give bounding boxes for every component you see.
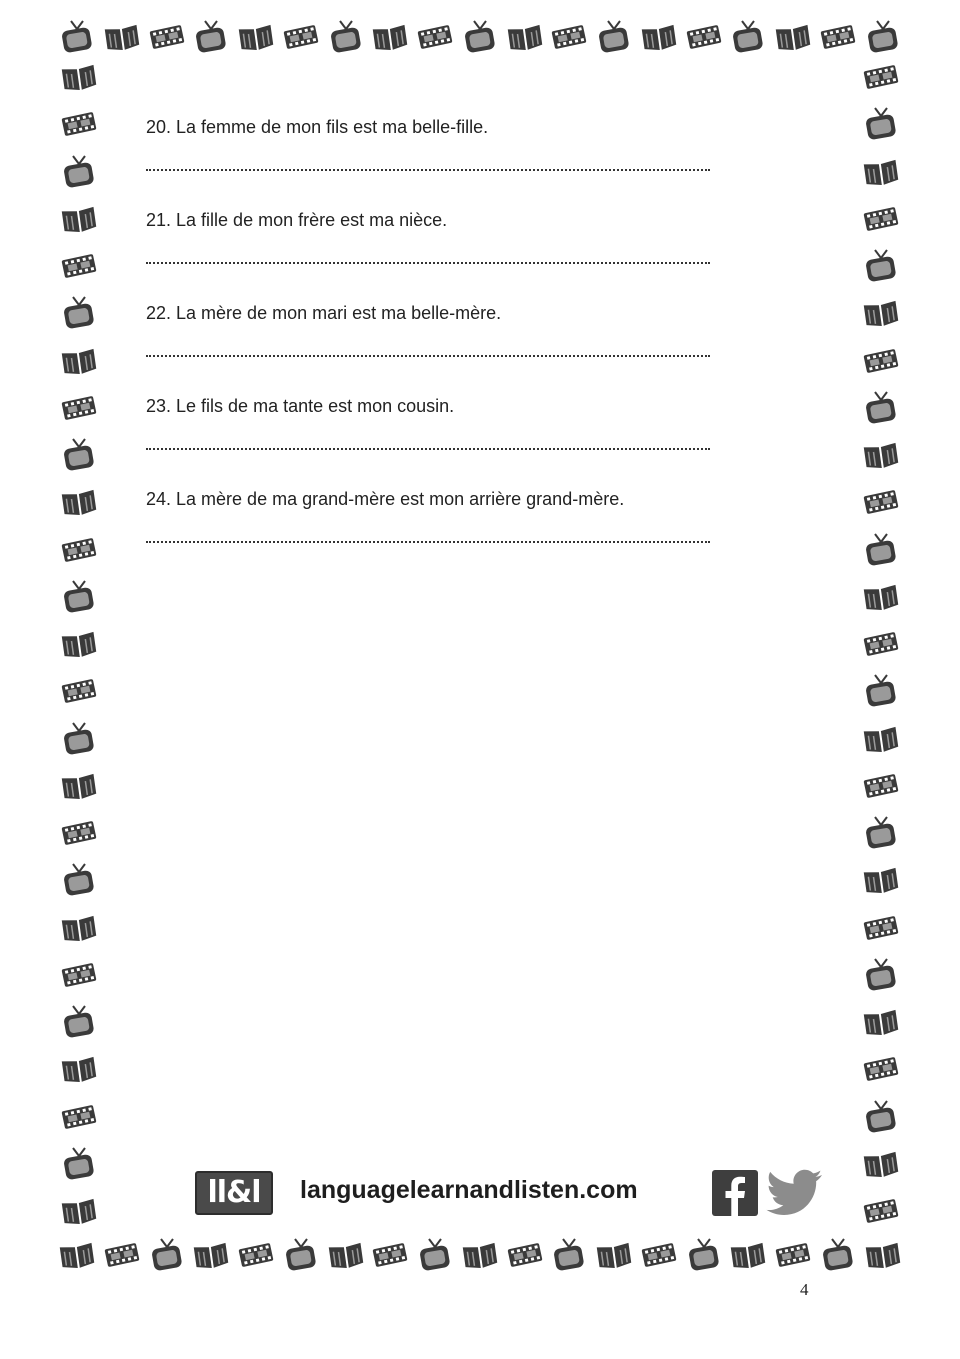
film-icon xyxy=(862,625,900,663)
film-icon xyxy=(60,672,98,710)
border-left xyxy=(56,58,102,1230)
question-text: 22. La mère de mon mari est ma belle-mère. xyxy=(146,303,502,323)
tv-icon xyxy=(282,1236,320,1274)
book-icon xyxy=(640,18,678,56)
film-icon xyxy=(103,1236,141,1274)
tv-icon xyxy=(862,247,900,285)
book-icon xyxy=(371,18,409,56)
tv-icon xyxy=(327,18,365,56)
tv-icon xyxy=(819,1236,857,1274)
book-icon xyxy=(862,153,900,191)
film-icon xyxy=(862,200,900,238)
book-icon xyxy=(862,294,900,332)
book-icon xyxy=(862,1003,900,1041)
book-icon xyxy=(729,1236,767,1274)
footer xyxy=(0,1164,960,1224)
book-icon xyxy=(192,1236,230,1274)
film-icon xyxy=(371,1236,409,1274)
film-icon xyxy=(60,247,98,285)
book-icon xyxy=(774,18,812,56)
book-icon xyxy=(595,1236,633,1274)
film-icon xyxy=(640,1236,678,1274)
tv-icon xyxy=(862,531,900,569)
question-text: 23. Le fils de ma tante est mon cousin. xyxy=(146,396,455,416)
film-icon xyxy=(416,18,454,56)
tv-icon xyxy=(60,861,98,899)
film-icon xyxy=(550,18,588,56)
tv-icon xyxy=(60,153,98,191)
film-icon xyxy=(60,814,98,852)
book-icon xyxy=(60,200,98,238)
film-icon xyxy=(282,18,320,56)
tv-icon xyxy=(60,720,98,758)
book-icon xyxy=(60,58,98,96)
book-icon xyxy=(862,578,900,616)
question-text: 24. La mère de ma grand-mère est mon arrière grand-mère. xyxy=(146,489,625,509)
film-icon xyxy=(774,1236,812,1274)
tv-icon xyxy=(862,389,900,427)
film-icon xyxy=(60,531,98,569)
film-icon xyxy=(60,956,98,994)
film-icon xyxy=(506,1236,544,1274)
book-icon xyxy=(864,1236,902,1274)
tv-icon xyxy=(60,436,98,474)
tv-icon xyxy=(595,18,633,56)
answer-line[interactable] xyxy=(146,355,710,357)
film-icon xyxy=(60,389,98,427)
film-icon xyxy=(819,18,857,56)
book-icon xyxy=(103,18,141,56)
answer-line[interactable] xyxy=(146,262,710,264)
book-icon xyxy=(58,1236,96,1274)
tv-icon xyxy=(862,814,900,852)
exercise-item-21 xyxy=(146,209,712,264)
answer-line[interactable] xyxy=(146,169,710,171)
film-icon xyxy=(862,58,900,96)
tv-icon xyxy=(461,18,499,56)
book-icon xyxy=(60,1050,98,1088)
site-logo: ll&l xyxy=(195,1171,273,1215)
tv-icon xyxy=(864,18,902,56)
border-right xyxy=(858,58,904,1230)
film-icon xyxy=(862,909,900,947)
tv-icon xyxy=(192,18,230,56)
tv-icon xyxy=(60,294,98,332)
answer-line[interactable] xyxy=(146,541,710,543)
tv-icon xyxy=(862,105,900,143)
book-icon xyxy=(60,767,98,805)
film-icon xyxy=(862,1050,900,1088)
book-icon xyxy=(862,436,900,474)
book-icon xyxy=(327,1236,365,1274)
exercise-item-20 xyxy=(146,116,712,171)
book-icon xyxy=(237,18,275,56)
book-icon xyxy=(60,342,98,380)
exercise-item-23 xyxy=(146,395,712,450)
film-icon xyxy=(148,18,186,56)
book-icon xyxy=(506,18,544,56)
exercise-item-22 xyxy=(146,302,712,357)
tv-icon xyxy=(729,18,767,56)
tv-icon xyxy=(685,1236,723,1274)
tv-icon xyxy=(862,672,900,710)
film-icon xyxy=(237,1236,275,1274)
book-icon xyxy=(461,1236,499,1274)
tv-icon xyxy=(148,1236,186,1274)
question-text: 21. La fille de mon frère est ma nièce. xyxy=(146,210,448,230)
book-icon xyxy=(862,861,900,899)
film-icon xyxy=(685,18,723,56)
tv-icon xyxy=(58,18,96,56)
border-top xyxy=(58,14,902,60)
tv-icon xyxy=(60,1003,98,1041)
book-icon xyxy=(60,909,98,947)
book-icon xyxy=(60,483,98,521)
film-icon xyxy=(60,1098,98,1136)
film-icon xyxy=(862,342,900,380)
tv-icon xyxy=(862,956,900,994)
question-text: 20. La femme de mon fils est ma belle-fille. xyxy=(146,117,489,137)
tv-icon xyxy=(550,1236,588,1274)
film-icon xyxy=(862,767,900,805)
answer-line[interactable] xyxy=(146,448,710,450)
tv-icon xyxy=(862,1098,900,1136)
tv-icon xyxy=(416,1236,454,1274)
film-icon xyxy=(862,483,900,521)
border-bottom xyxy=(58,1232,902,1278)
film-icon xyxy=(60,105,98,143)
twitter-icon[interactable] xyxy=(766,1168,824,1218)
book-icon xyxy=(60,625,98,663)
website-link[interactable]: languagelearnandlisten.com xyxy=(300,1176,638,1204)
tv-icon xyxy=(60,578,98,616)
exercise-item-24 xyxy=(146,488,712,543)
book-icon xyxy=(862,720,900,758)
facebook-icon[interactable] xyxy=(712,1170,758,1216)
page-number: 4 xyxy=(800,1280,809,1299)
